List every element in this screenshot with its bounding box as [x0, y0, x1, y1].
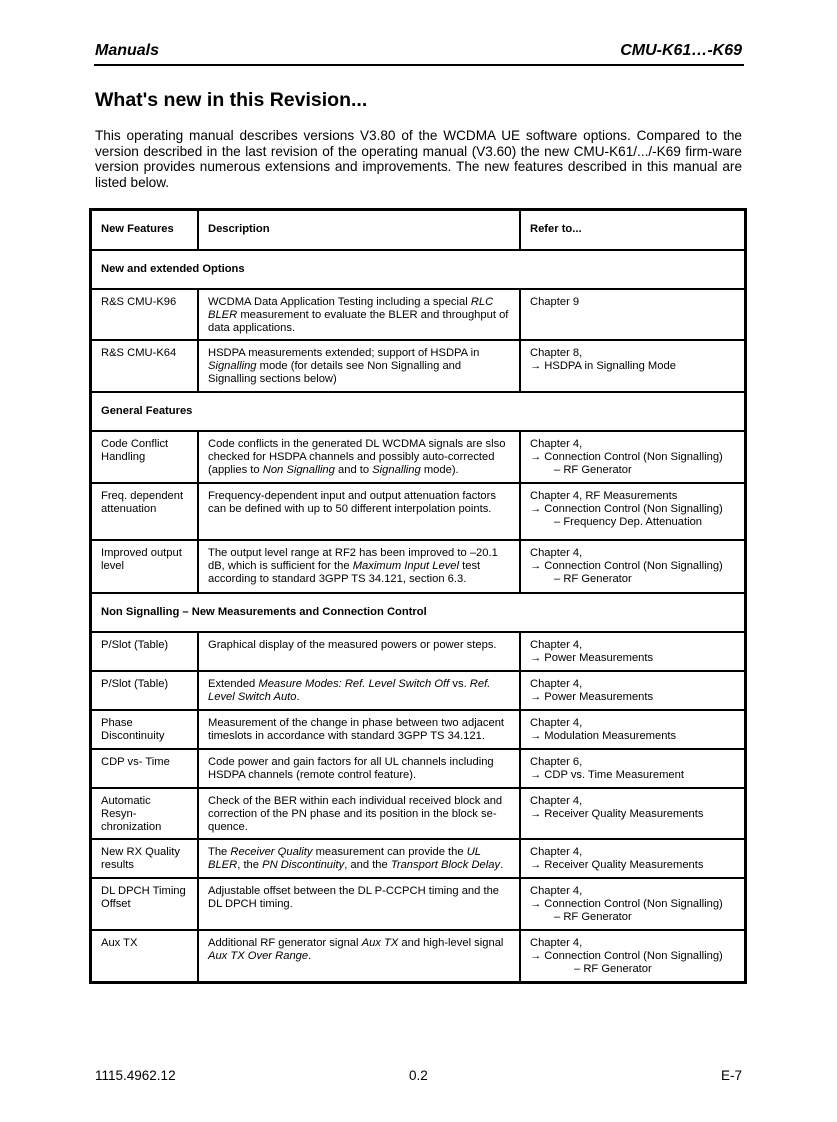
description-cell: Check of the BER within each individual received block and correction of the PN phase and its position in the block se-quence. — [198, 788, 520, 839]
refer-cell: Chapter 4, → Receiver Quality Measurements — [520, 839, 746, 878]
feature-cell: Aux TX — [91, 930, 199, 982]
table-row — [91, 431, 746, 483]
feature-cell: Code Conflict Handling — [91, 431, 199, 483]
section-row — [91, 593, 746, 632]
feature-cell: DL DPCH Timing Offset — [91, 878, 199, 930]
description-cell: Code conflicts in the generated DL WCDMA signals are slso checked for HSDPA channels and possibly auto-corrected (applies to Non Signalling and to Signalling mode). — [198, 431, 520, 483]
footer-doc-number: 1115.4962.12 — [95, 1068, 176, 1083]
refer-cell: Chapter 4, → Power Measurements — [520, 671, 746, 710]
description-cell: Graphical display of the measured powers or power steps. — [198, 632, 520, 671]
refer-cell: Chapter 4, → Power Measurements — [520, 632, 746, 671]
table-row — [91, 839, 746, 878]
description-cell: Additional RF generator signal Aux TX and high-level signal Aux TX Over Range. — [198, 930, 520, 982]
section-title: New and extended Options — [91, 250, 746, 289]
table-row — [91, 632, 746, 671]
feature-cell: R&S CMU-K64 — [91, 340, 199, 392]
refer-cell: Chapter 4, → Modulation Measurements — [520, 710, 746, 749]
header-product-range: CMU-K61…-K69 — [620, 42, 742, 59]
feature-cell: Phase Discontinuity — [91, 710, 199, 749]
feature-cell: P/Slot (Table) — [91, 671, 199, 710]
table-row — [91, 289, 746, 340]
description-cell: Measurement of the change in phase between two adjacent timeslots in accordance with standard 3GPP TS 34.121. — [198, 710, 520, 749]
section-title: General Features — [91, 392, 746, 431]
section-row — [91, 250, 746, 289]
description-cell: Frequency-dependent input and output attenuation factors can be defined with up to 50 different interpolation points. — [198, 483, 520, 540]
arrow-reference: → HSDPA in Signalling Mode — [530, 360, 676, 373]
intro-paragraph: This operating manual describes versions V3.80 of the WCDMA UE software options. Compared to the version described in the last revision of the operating manual (V3.60) the new CMU-K61/.../-K69 firm-ware version provides numerous extensions and improvements. The new features described in this manual are listed below. — [95, 128, 742, 190]
refer-cell: Chapter 9 — [520, 289, 746, 340]
feature-cell: Automatic Resyn-chronization — [91, 788, 199, 839]
feature-cell: P/Slot (Table) — [91, 632, 199, 671]
header-section-title: Manuals — [95, 42, 160, 59]
page-header — [94, 40, 744, 66]
page-title: What's new in this Revision... — [95, 89, 368, 111]
refer-cell: Chapter 4, → Connection Control (Non Signalling) – RF Generator — [520, 540, 746, 593]
table-row — [91, 788, 746, 839]
refer-cell: Chapter 8, → HSDPA in Signalling Mode — [520, 340, 746, 392]
feature-cell: Freq. dependent attenuation — [91, 483, 199, 540]
footer-version: 0.2 — [409, 1068, 428, 1083]
refer-cell: Chapter 4, RF Measurements → Connection Control (Non Signalling) – Frequency Dep. Attenuation — [520, 483, 746, 540]
refer-cell: Chapter 4, → Receiver Quality Measurements — [520, 788, 746, 839]
feature-cell: New RX Quality results — [91, 839, 199, 878]
table-row — [91, 340, 746, 392]
table-row — [91, 671, 746, 710]
table-header-row — [91, 210, 746, 251]
refer-cell: Chapter 4, → Connection Control (Non Signalling) – RF Generator — [520, 930, 746, 982]
column-header-features: New Features — [91, 210, 199, 251]
table-row — [91, 878, 746, 930]
description-cell: The Receiver Quality measurement can provide the UL BLER, the PN Discontinuity, and the Transport Block Delay. — [198, 839, 520, 878]
feature-cell: R&S CMU-K96 — [91, 289, 199, 340]
description-cell: Code power and gain factors for all UL channels including HSDPA channels (remote control feature). — [198, 749, 520, 788]
table-row — [91, 710, 746, 749]
description-cell: Adjustable offset between the DL P-CCPCH timing and the DL DPCH timing. — [198, 878, 520, 930]
table-row — [91, 930, 746, 982]
description-cell: The output level range at RF2 has been improved to –20.1 dB, which is sufficient for the Maximum Input Level test according to standard 3GPP TS 34.121, section 6.3. — [198, 540, 520, 593]
footer-page-number: E-7 — [720, 1068, 742, 1083]
description-cell: WCDMA Data Application Testing including a special RLC BLER measurement to evaluate the BLER and throughput of data applications. — [198, 289, 520, 340]
column-header-refer: Refer to... — [520, 210, 746, 251]
refer-cell: Chapter 6, → CDP vs. Time Measurement — [520, 749, 746, 788]
section-row — [91, 392, 746, 431]
table-row — [91, 540, 746, 593]
table-row — [91, 749, 746, 788]
feature-cell: CDP vs- Time — [91, 749, 199, 788]
refer-cell: Chapter 4, → Connection Control (Non Signalling) – RF Generator — [520, 878, 746, 930]
refer-cell: Chapter 4, → Connection Control (Non Signalling) – RF Generator — [520, 431, 746, 483]
table-row — [91, 483, 746, 540]
feature-cell: Improved output level — [91, 540, 199, 593]
description-cell: Extended Measure Modes: Ref. Level Switch Off vs. Ref. Level Switch Auto. — [198, 671, 520, 710]
section-title: Non Signalling – New Measurements and Connection Control — [91, 593, 746, 632]
description-cell: HSDPA measurements extended; support of HSDPA in Signalling mode (for details see Non Signalling and Signalling sections below) — [198, 340, 520, 392]
new-features-table — [89, 208, 747, 984]
column-header-description: Description — [198, 210, 520, 251]
